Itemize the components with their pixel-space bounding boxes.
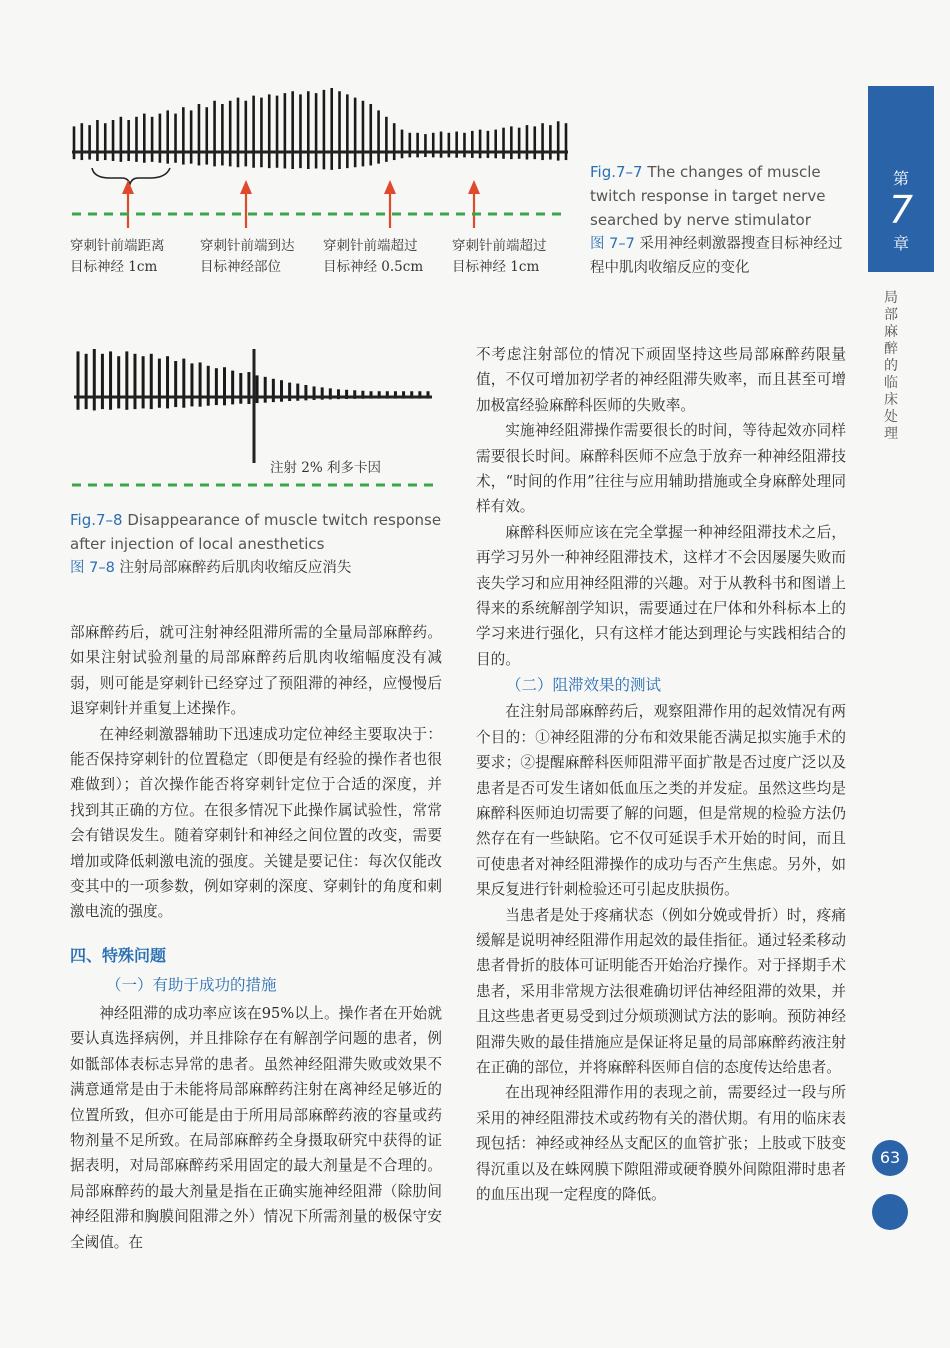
fig77-label-2: 穿刺针前端到达 目标神经部位	[200, 238, 295, 275]
arrow-head	[240, 180, 252, 194]
right-column	[476, 342, 846, 1207]
brace	[92, 168, 170, 184]
fig77-caption-cn: 图 7–7 采用神经刺激器搜查目标神经过程中肌肉收缩反应的变化	[590, 236, 843, 276]
left-paragraph-3: 神经阻滞的成功率应该在95%以上。操作者在开始就要认真选择病例，并且排除存在有解剖学问题的患者，例如骶部体表标志异常的患者。虽然神经阻滞失败或效果不满意通常是由于未能将局部麻醉药注射在离神经足够近的位置所致，但亦可能是由于所用局部麻醉药液的容量或药物剂量不足所致。在局部麻醉药全身摄取研究中获得的证据表明，对局部麻醉药采用固定的最大剂量是不合理的。局部麻醉药的最大剂量是指在正确实施神经阻滞（除肋间神经阻滞和胸膜间阻滞之外）情况下所需剂量的极保守安全阈值。在	[70, 1004, 442, 1251]
left-paragraph-1: 部麻醉药后，就可注射神经阻滞所需的全量局部麻醉药。如果注射试验剂量的局部麻醉药后肌肉收缩幅度没有减弱，则可能是穿刺针已经穿过了预阻滞的神经，应慢慢后退穿刺针并重复上述操作。	[70, 624, 442, 718]
fig77-label-3: 穿刺针前端超过 目标神经 0.5cm	[323, 238, 424, 275]
page-marker-dot	[872, 1194, 908, 1230]
right-paragraph-5: 当患者是处于疼痛状态（例如分娩或骨折）时，疼痛缓解是说明神经阻滞作用起效的最佳指征。通过轻柔移动患者骨折的肢体可证明能否开始治疗操作。对于择期手术患者，采用非常规方法很难确切评估神经阻滞的效果，并且这些患者更易受到过分烦琐测试方法的影响。预防神经阻滞失败的最佳措施应是保证将足量的局部麻醉药液注射在正确的部位，并将麻醉科医师自信的态度传达给患者。	[476, 906, 846, 1076]
fig77-caption-en: Fig.7–7 The changes of muscle twitch response in target nerve searched by nerve stimulator	[590, 163, 826, 229]
right-paragraph-6: 在出现神经阻滞作用的表现之前，需要经过一段与所采用的神经阻滞技术或药物有关的潜伏期。有用的临床表现包括：神经或神经丛支配区的血管扩张；上肢或下肢变得沉重以及在蛛网膜下隙阻滞或硬脊膜外间隙阻滞时患者的血压出现一定程度的降低。	[476, 1084, 846, 1203]
chapter-tab	[868, 86, 934, 272]
fig78-caption-cn: 图 7–8 注射局部麻醉药后肌肉收缩反应消失	[70, 560, 352, 576]
fig77-caption	[590, 160, 848, 280]
fig77-label-1: 穿刺针前端距离 目标神经 1cm	[70, 238, 165, 275]
chapter-tab-suffix: 章	[892, 234, 909, 253]
subsection-heading-1: （一）有助于成功的措施	[106, 975, 277, 994]
subsection-heading-2: （二）阻滞效果的测试	[506, 676, 662, 695]
fig-7-8-waveform	[70, 345, 445, 495]
chapter-tab-prefix: 第	[892, 169, 909, 188]
fig77-label-4: 穿刺针前端超过 目标神经 1cm	[452, 238, 547, 275]
fig78-label: 注射 2% 利多卡因	[270, 460, 381, 476]
fig78-caption-en: Fig.7–8 Disappearance of muscle twitch response after injection of local anesthetics	[70, 511, 442, 553]
arrow-head	[122, 180, 134, 194]
fig-7-7-waveform	[70, 80, 570, 230]
fig78-caption	[70, 508, 448, 580]
right-paragraph-3: 麻醉科医师应该在完全掌握一种神经阻滞技术之后，再学习另外一种神经阻滞技术，这样才不会因屡屡失败而丧失学习和应用神经阻滞的兴趣。对于从教科书和图谱上得来的系统解剖学知识，需要通过在尸体和外科标本上的学习来进行强化，只有这样才能达到理论与实践相结合的目的。	[476, 523, 846, 668]
left-column	[70, 620, 442, 1255]
left-paragraph-2: 在神经刺激器辅助下迅速成功定位神经主要取决于：能否保持穿刺针的位置稳定（即便是有经验的操作者也很难做到）；首次操作能否将穿刺针定位于合适的深度，并找到其正确的方位。在很多情况下此操作属试验性，常常会有错误发生。随着穿刺针和神经之间位置的改变，需要增加或降低刺激电流的强度。关键是要记住：每次仅能改变其中的一项参数，例如穿刺的深度、穿刺针的角度和刺激电流的强度。	[70, 725, 442, 921]
right-paragraph-4: 在注射局部麻醉药后，观察阻滞作用的起效情况有两个目的：①神经阻滞的分布和效果能否满足拟实施手术的要求；②提醒麻醉科医师阻滞平面扩散是否过度广泛以及患者是否可发生诸如低血压之类的并发症。虽然这些均是麻醉科医师迫切需要了解的问题，但是常规的检验方法仍然存在有一些缺陷。它不仅可延误手术开始的时间，而且可使患者对神经阻滞操作的成功与否产生焦虑。另外，如果反复进行针刺检验还可引起皮肤损伤。	[476, 703, 846, 899]
right-paragraph-2: 实施神经阻滞操作需要很长的时间，等待起效亦同样需要很长时间。麻醉科医师不应急于放弃一种神经阻滞技术，“时间的作用”往往与应用辅助措施或全身麻醉处理同样有效。	[476, 422, 846, 516]
section-heading: 四、特殊问题	[70, 945, 167, 965]
right-paragraph-1: 不考虑注射部位的情况下顽固坚持这些局部麻醉药限量值，不仅可增加初学者的神经阻滞失败率，而且甚至可增加极富经验麻醉科医师的失败率。	[476, 346, 846, 414]
arrow-head	[468, 180, 480, 194]
chapter-title-vertical: 局部麻醉的临床处理	[884, 290, 898, 442]
arrow-head	[384, 180, 396, 194]
chapter-number: 7	[888, 188, 914, 232]
page-number: 63	[872, 1140, 908, 1176]
